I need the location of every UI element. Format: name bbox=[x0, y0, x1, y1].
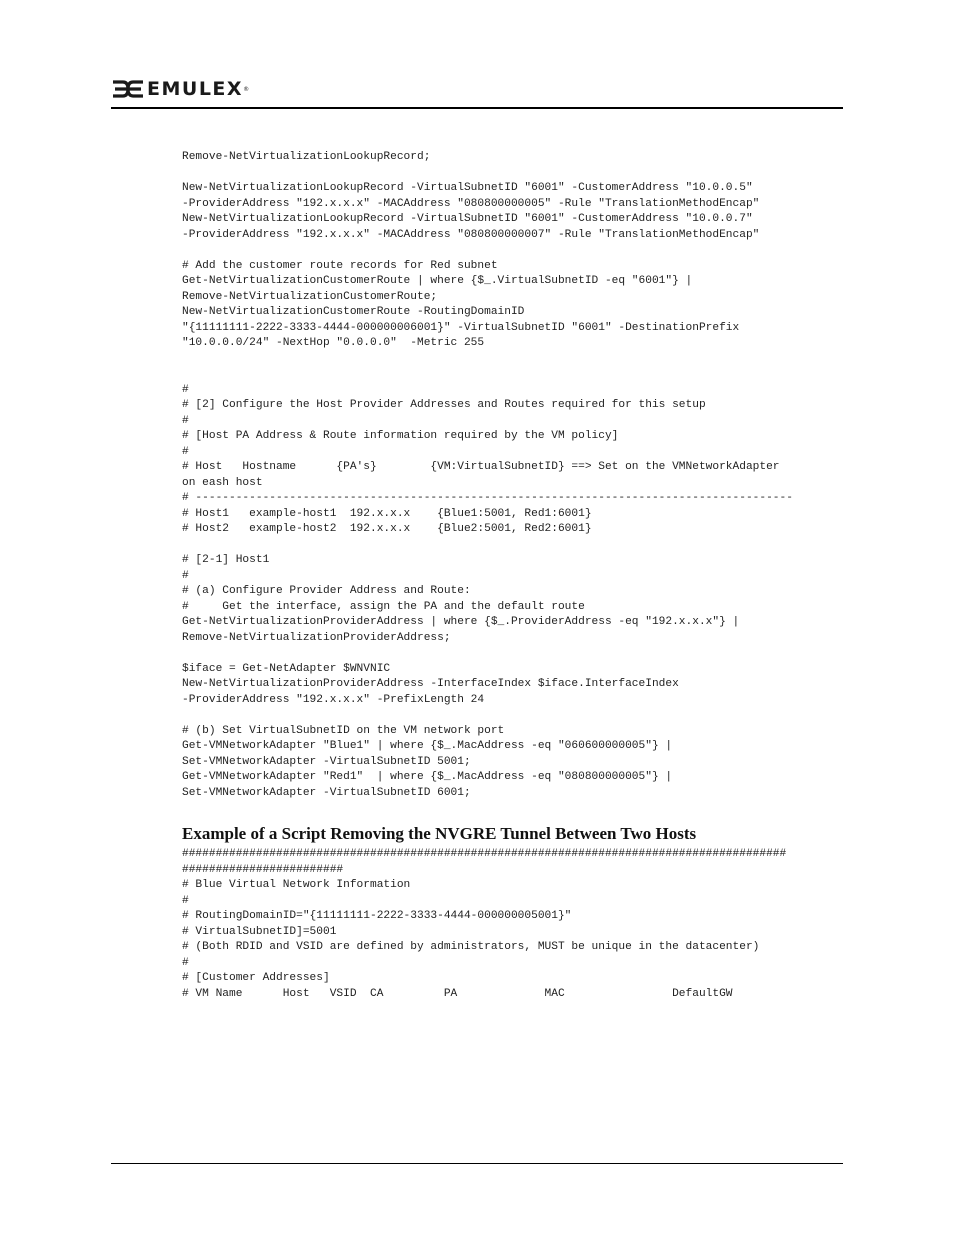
trademark-symbol: ® bbox=[243, 85, 250, 93]
code-line: Get-NetVirtualizationProviderAddress | where {$_.ProviderAddress -eq "192.x.x.x"} | bbox=[182, 616, 740, 628]
code-line: # Blue Virtual Network Information bbox=[182, 879, 411, 891]
code-line: # Add the customer route records for Red subnet bbox=[182, 259, 498, 272]
spacer bbox=[182, 801, 852, 821]
code-line: # VirtualSubnetID]=5001 bbox=[182, 925, 337, 938]
code-line: # [Host PA Address & Route information required by the VM policy] bbox=[182, 430, 619, 442]
code-line: # VM Name Host VSID CA PA MAC DefaultGW bbox=[182, 987, 733, 1000]
code-block-powershell bbox=[182, 150, 852, 801]
emulex-logo bbox=[111, 79, 249, 99]
code-line: Remove-NetVirtualizationCustomerRoute; bbox=[182, 290, 438, 303]
code-line: -ProviderAddress "192.x.x.x" -MACAddress "080800000007" -Rule "TranslationMethodEncap" bbox=[182, 228, 760, 241]
code-line: # bbox=[182, 569, 189, 582]
code-line: Set-VMNetworkAdapter -VirtualSubnetID 6001; bbox=[182, 786, 471, 799]
code-line: New-NetVirtualizationLookupRecord -VirtualSubnetID "6001" -CustomerAddress "10.0.0.5" bbox=[182, 182, 753, 194]
code-line: $iface = Get-NetAdapter $WNVNIC bbox=[182, 662, 391, 675]
code-line: Remove-NetVirtualizationLookupRecord; bbox=[182, 151, 431, 163]
code-line: "{11111111-2222-3333-4444-000000006001}" -VirtualSubnetID "6001" -DestinationPrefix bbox=[182, 321, 740, 334]
code-block-removal-script bbox=[182, 847, 852, 1002]
code-line: Set-VMNetworkAdapter -VirtualSubnetID 5001; bbox=[182, 755, 471, 768]
code-line bbox=[182, 708, 852, 724]
code-line: -ProviderAddress "192.x.x.x" -MACAddress "080800000005" -Rule "TranslationMethodEncap" bbox=[182, 197, 760, 210]
code-line: Get-NetVirtualizationCustomerRoute | where {$_.VirtualSubnetID -eq "6001"} | bbox=[182, 275, 693, 287]
header-rule bbox=[111, 107, 843, 109]
code-line: # bbox=[182, 445, 189, 458]
code-line bbox=[182, 166, 852, 182]
code-line: # bbox=[182, 383, 189, 396]
code-line: -ProviderAddress "192.x.x.x" -PrefixLength 24 bbox=[182, 693, 485, 706]
code-line: # (Both RDID and VSID are defined by administrators, MUST be unique in the datacenter) bbox=[182, 941, 760, 953]
code-line: # bbox=[182, 956, 189, 969]
code-line: # RoutingDomainID="{11111111-2222-3333-4444-000000005001}" bbox=[182, 910, 572, 922]
code-line: ######################## bbox=[182, 863, 344, 876]
code-line: Remove-NetVirtualizationProviderAddress; bbox=[182, 631, 451, 644]
code-line bbox=[182, 367, 852, 383]
code-line: # [2-1] Host1 bbox=[182, 554, 270, 566]
code-line: New-NetVirtualizationProviderAddress -InterfaceIndex $iface.InterfaceIndex bbox=[182, 678, 679, 690]
section-heading: Example of a Script Removing the NVGRE Tunnel Between Two Hosts bbox=[182, 824, 697, 843]
code-line: # Get the interface, assign the PA and the default route bbox=[182, 600, 585, 613]
code-line bbox=[182, 243, 852, 259]
emulex-logo-mark-icon bbox=[111, 79, 145, 99]
code-line: # bbox=[182, 894, 189, 907]
code-line: on eash host bbox=[182, 476, 263, 489]
code-line: New-NetVirtualizationCustomerRoute -RoutingDomainID bbox=[182, 306, 525, 318]
code-line: ########################################################################################## bbox=[182, 848, 787, 860]
page-header bbox=[111, 79, 249, 101]
code-line: # [2] Configure the Host Provider Addresses and Routes required for this setup bbox=[182, 399, 706, 411]
code-line: # ----------------------------------------------------------------------------------------- bbox=[182, 492, 793, 504]
code-line bbox=[182, 352, 852, 368]
page-content bbox=[182, 150, 852, 1002]
footer-rule bbox=[111, 1163, 843, 1164]
code-line: # [Customer Addresses] bbox=[182, 972, 330, 984]
code-line: # Host Hostname {PA's} {VM:VirtualSubnetID} ==> Set on the VMNetworkAdapter bbox=[182, 461, 780, 473]
code-line: # (a) Configure Provider Address and Route: bbox=[182, 585, 471, 597]
brand-name: EMULEX bbox=[147, 78, 244, 100]
code-line: Get-VMNetworkAdapter "Blue1" | where {$_.MacAddress -eq "060600000005"} | bbox=[182, 740, 673, 752]
code-line: Get-VMNetworkAdapter "Red1" | where {$_.MacAddress -eq "080800000005"} | bbox=[182, 771, 673, 783]
code-line: # Host2 example-host2 192.x.x.x {Blue2:5001, Red2:6001} bbox=[182, 523, 592, 535]
code-line bbox=[182, 538, 852, 554]
code-line: "10.0.0.0/24" -NextHop "0.0.0.0" -Metric 255 bbox=[182, 337, 485, 349]
code-line bbox=[182, 646, 852, 662]
code-line: # bbox=[182, 414, 189, 427]
code-line: # (b) Set VirtualSubnetID on the VM network port bbox=[182, 724, 505, 737]
code-line: New-NetVirtualizationLookupRecord -VirtualSubnetID "6001" -CustomerAddress "10.0.0.7" bbox=[182, 213, 753, 225]
code-line: # Host1 example-host1 192.x.x.x {Blue1:5001, Red1:6001} bbox=[182, 507, 592, 520]
